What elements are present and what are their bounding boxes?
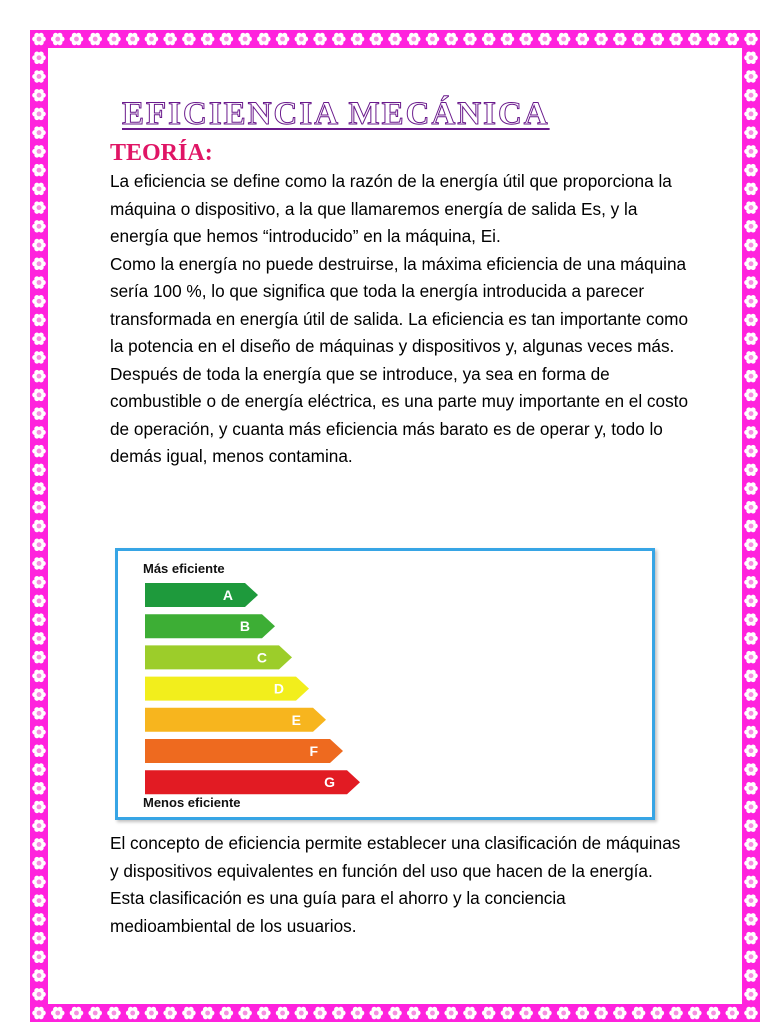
class-letter-f: F bbox=[309, 743, 318, 759]
section-heading: TEORÍA: bbox=[110, 140, 213, 166]
class-bar-d bbox=[145, 677, 309, 701]
paragraph-classification: El concepto de eficiencia permite establecer una clasificación de máquinas y dispositivos equivalentes en función del uso que hacen de la energía. Esta clasificación es una guía para el ahorro y la conciencia medioambiental de los usuarios. bbox=[110, 833, 681, 936]
class-letter-g: G bbox=[324, 774, 335, 791]
class-letter-a: A bbox=[222, 587, 233, 603]
paragraph-explanation: Como la energía no puede destruirse, la máxima eficiencia de una máquina sería 100 %, lo que significa que toda la energía introducida a parecer transformada en energía útil de salida. La eficiencia es tan importante como la potencia en el diseño de máquinas y dispositivos y, algunas veces más. Después de toda la energía que se introduce, ya sea en forma de combustible o de energía eléctrica, es una parte muy importante en el costo de operación, y cuanta más eficiencia más barato es de operar y, todo lo demás igual, menos contamina. bbox=[110, 253, 689, 466]
class-letter-d: D bbox=[273, 680, 284, 697]
page-title: EFICIENCIA MECÁNICA bbox=[122, 96, 550, 132]
document-body bbox=[110, 90, 690, 471]
class-letter-e: E bbox=[291, 711, 301, 728]
class-letter-b: B bbox=[239, 618, 250, 635]
paragraph-definition: La eficiencia se define como la razón de la energía útil que proporciona la máquina o dispositivo, a la que llamaremos energía de salida Es, y la energía que hemos “introducido” en la máquina, Ei. bbox=[110, 171, 672, 246]
energy-efficiency-label-figure bbox=[115, 548, 655, 820]
class-bar-b bbox=[145, 614, 275, 638]
least-efficient-label: Menos eficiente bbox=[143, 795, 241, 810]
efficiency-class-bars bbox=[118, 551, 652, 817]
class-letter-c: C bbox=[256, 649, 267, 666]
class-bar-c bbox=[145, 645, 292, 669]
most-efficient-label: Más eficiente bbox=[143, 561, 225, 576]
class-bar-a bbox=[145, 583, 258, 607]
